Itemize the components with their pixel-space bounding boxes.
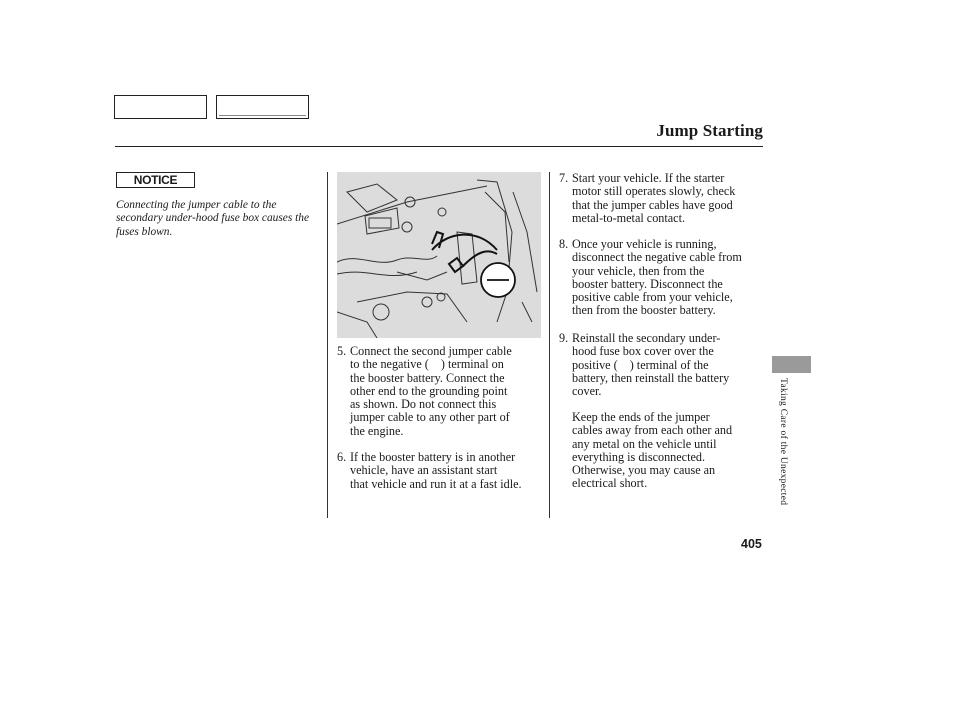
step-line: cover. xyxy=(572,384,602,399)
step-line: to the negative ( xyxy=(350,357,429,372)
warning-line: electrical short. xyxy=(572,476,648,491)
step-8 xyxy=(559,238,742,318)
step-line: jumper cable to any other part of xyxy=(350,410,510,425)
notice-label: NOTICE xyxy=(116,172,195,188)
step-line: Once your vehicle is running, xyxy=(572,237,717,251)
header-rule xyxy=(115,146,763,147)
section-label: Taking Care of the Unexpected xyxy=(778,378,788,506)
step-6 xyxy=(337,451,522,491)
engine-ground-illustration xyxy=(337,172,541,338)
step-line: positive ( xyxy=(572,357,618,372)
column-divider-right xyxy=(549,172,550,518)
step-line: Reinstall the secondary under- xyxy=(572,331,721,345)
step-line: ) terminal on xyxy=(440,357,504,372)
warning-paragraph xyxy=(559,411,732,491)
step-line: then from the booster battery. xyxy=(572,303,716,318)
step-line: disconnect the negative cable from xyxy=(572,250,742,265)
step-line: that the jumper cables have good xyxy=(572,197,733,212)
warning-line: cables away from each other and xyxy=(572,423,733,438)
step-line: battery, then reinstall the battery xyxy=(572,370,730,385)
step-line: that vehicle and run it at a fast idle. xyxy=(350,476,522,491)
step-line: Start your vehicle. If the starter xyxy=(572,171,725,185)
warning-line: Keep the ends of the jumper xyxy=(572,410,710,424)
step-number: 7. xyxy=(559,171,569,185)
step-5 xyxy=(337,345,512,438)
step-line: the booster battery. Connect the xyxy=(350,370,505,385)
step-7 xyxy=(559,172,735,225)
step-line: metal-to-metal contact. xyxy=(572,210,686,225)
step-line: the engine. xyxy=(350,423,404,438)
step-number: 9. xyxy=(559,331,569,345)
notice-text: Connecting the jumper cable to the secondary under-hood fuse box causes the fuses blown. xyxy=(116,199,310,238)
step-line: If the booster battery is in another xyxy=(350,450,516,464)
warning-line: everything is disconnected. xyxy=(572,449,706,464)
step-line: positive cable from your vehicle, xyxy=(572,290,733,305)
step-line: motor still operates slowly, check xyxy=(572,184,736,199)
step-line: your vehicle, then from the xyxy=(572,263,705,278)
page-number: 405 xyxy=(741,537,762,551)
step-line: as shown. Do not connect this xyxy=(350,397,497,412)
engine-line-drawing xyxy=(337,172,541,338)
step-line: Connect the second jumper cable xyxy=(350,344,512,358)
step-line: ) terminal of the xyxy=(629,357,709,372)
warning-line: any metal on the vehicle until xyxy=(572,436,717,451)
page-title: Jump Starting xyxy=(656,121,763,140)
column-divider-left xyxy=(327,172,328,518)
warning-line: Otherwise, you may cause an xyxy=(572,463,716,478)
nav-button-index[interactable] xyxy=(216,95,309,119)
section-tab[interactable] xyxy=(772,356,811,373)
step-number: 6. xyxy=(337,450,347,464)
step-line: vehicle, have an assistant start xyxy=(350,463,498,478)
step-line: other end to the grounding point xyxy=(350,383,508,398)
step-number: 8. xyxy=(559,237,569,251)
step-line: booster battery. Disconnect the xyxy=(572,276,723,291)
nav-button-contents[interactable] xyxy=(114,95,207,119)
step-9 xyxy=(559,332,729,398)
step-number: 5. xyxy=(337,344,347,358)
step-line: hood fuse box cover over the xyxy=(572,344,714,359)
